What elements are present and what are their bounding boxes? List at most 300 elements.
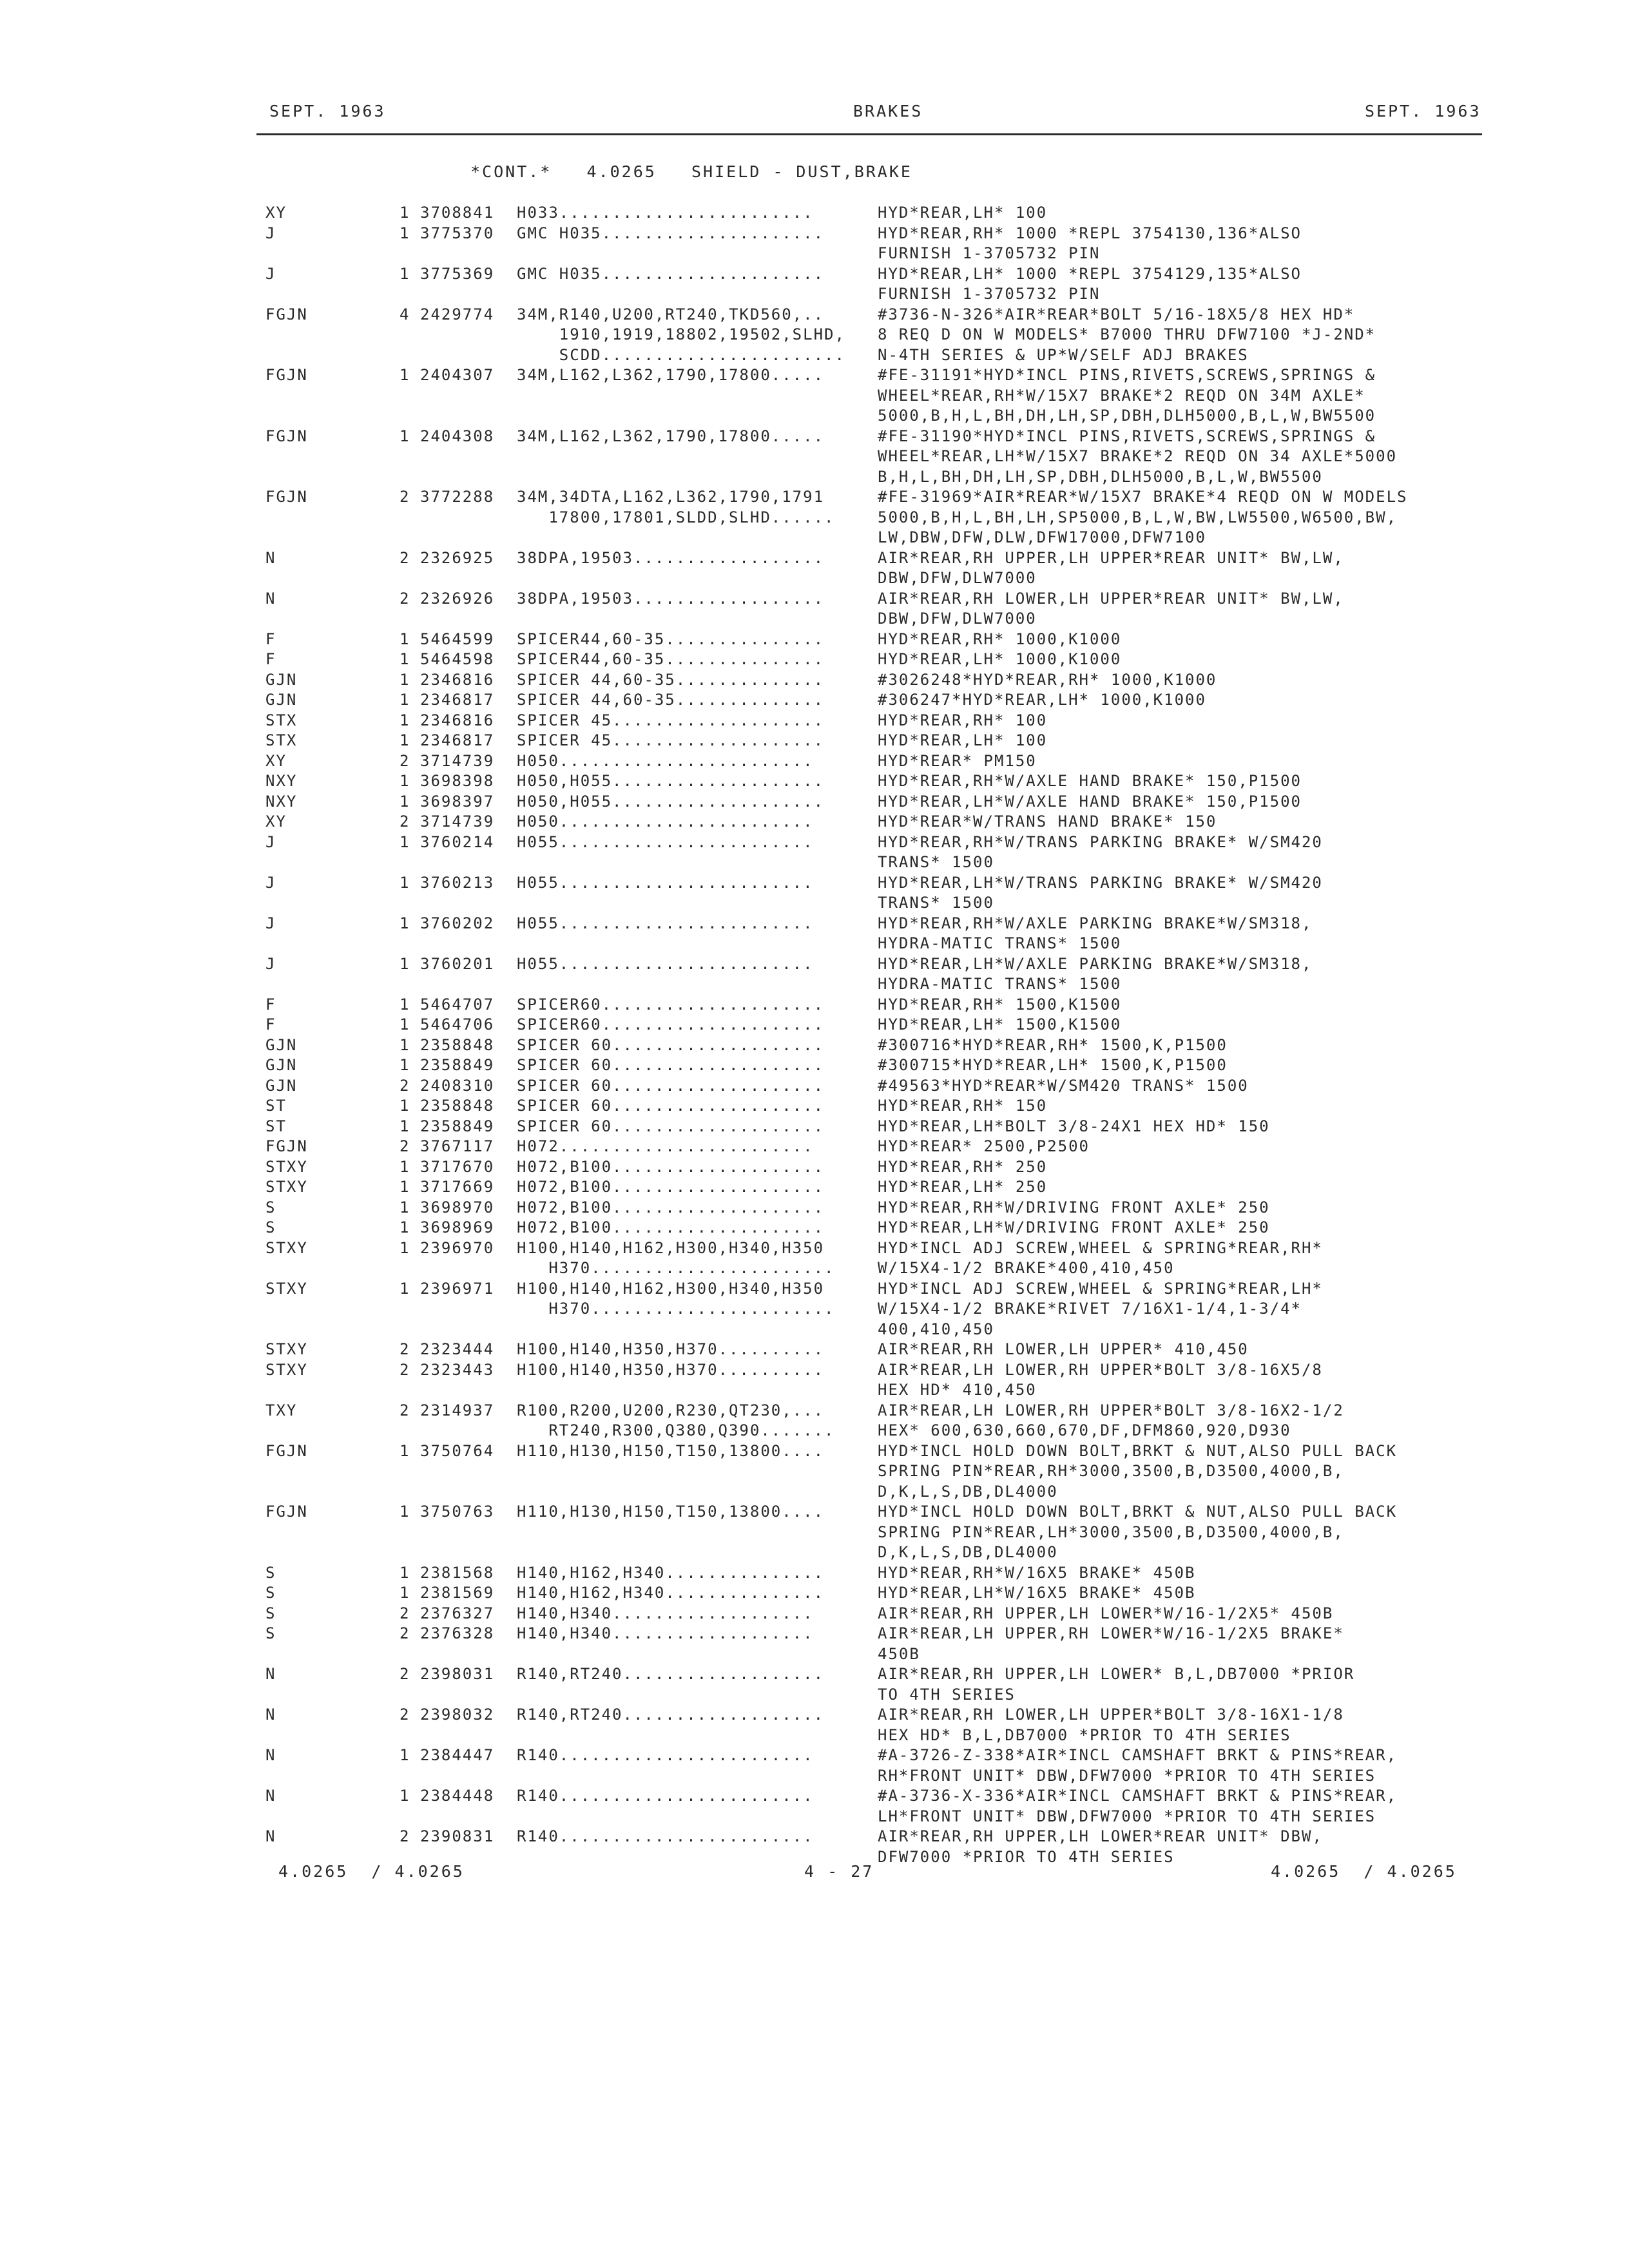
description: HYD*REAR* PM150 [878, 751, 1037, 770]
table-row [0, 711, 1629, 731]
row-line [0, 954, 1629, 975]
footer-right: 4.0265 / 4.0265 [1271, 1862, 1457, 1881]
table-row [0, 1218, 1629, 1238]
part-number: 5464598 [420, 650, 495, 668]
model-code: J [265, 914, 276, 932]
model-list: SCDD....................... [517, 345, 845, 364]
model-list: SPICER 45.................... [517, 711, 825, 729]
row-line [0, 1238, 1629, 1259]
description: DFW7000 *PRIOR TO 4TH SERIES [878, 1847, 1175, 1866]
quantity: 1 [400, 1787, 410, 1805]
row-line [0, 203, 1629, 224]
table-row [0, 1786, 1629, 1827]
model-list: SPICER 60.................... [517, 1056, 825, 1074]
quantity: 1 [400, 1238, 410, 1257]
model-list: RT240,R300,Q380,Q390....... [517, 1421, 835, 1439]
model-list: H072,B100.................... [517, 1157, 825, 1176]
model-list: H370....................... [517, 1300, 835, 1318]
part-number: 3708841 [420, 204, 495, 222]
model-code: FGJN [265, 427, 308, 445]
row-line [0, 1177, 1629, 1198]
description: AIR*REAR,RH UPPER,LH UPPER*REAR UNIT* BW,LW, [878, 548, 1344, 567]
description: HEX* 600,630,660,670,DF,DFM860,920,D930 [878, 1421, 1291, 1439]
row-line [0, 995, 1629, 1015]
quantity: 1 [400, 772, 410, 790]
description: AIR*REAR,RH LOWER,LH UPPER*REAR UNIT* BW,LW, [878, 589, 1344, 608]
description: AIR*REAR,RH UPPER,LH LOWER* B,L,DB7000 *PRIOR [878, 1665, 1355, 1683]
row-line [0, 427, 1629, 447]
table-row [0, 914, 1629, 954]
model-list: 38DPA,19503.................. [517, 548, 825, 567]
table-row [0, 264, 1629, 305]
model-code: GJN [265, 1035, 298, 1054]
model-code: STXY [265, 1279, 308, 1298]
description: HYD*REAR,LH*W/TRANS PARKING BRAKE* W/SM420 [878, 873, 1323, 892]
quantity: 2 [400, 1665, 410, 1683]
table-row [0, 1117, 1629, 1137]
row-line [0, 1340, 1629, 1360]
model-code: F [265, 1015, 276, 1033]
description: HYD*REAR,LH* 1500,K1500 [878, 1015, 1122, 1033]
model-list: H140,H162,H340............... [517, 1563, 825, 1582]
quantity: 2 [400, 1137, 410, 1155]
quantity: 4 [400, 305, 410, 323]
description: HYD*REAR,LH* 1000,K1000 [878, 650, 1122, 668]
part-number: 3698398 [420, 772, 495, 790]
row-line [0, 914, 1629, 934]
part-number: 2358848 [420, 1097, 495, 1115]
quantity: 1 [400, 670, 410, 689]
row-line [0, 508, 1629, 528]
part-number: 3760214 [420, 832, 495, 851]
table-row [0, 649, 1629, 670]
continuation-heading: *CONT.* 4.0265 SHIELD - DUST,BRAKE [470, 162, 912, 181]
model-code: TXY [265, 1401, 298, 1419]
quantity: 1 [400, 1218, 410, 1236]
description: HEX HD* B,L,DB7000 *PRIOR TO 4TH SERIES [878, 1725, 1291, 1744]
row-line [0, 548, 1629, 569]
model-code: XY [265, 812, 287, 831]
quantity: 1 [400, 691, 410, 709]
model-list: R140........................ [517, 1827, 814, 1845]
model-code: FGJN [265, 488, 308, 506]
part-number: 2346816 [420, 670, 495, 689]
quantity: 1 [400, 954, 410, 973]
model-list: 34M,L162,L362,1790,17800..... [517, 366, 825, 384]
row-line [0, 1807, 1629, 1827]
header-right: SEPT. 1963 [1365, 102, 1481, 120]
description: #FE-31191*HYD*INCL PINS,RIVETS,SCREWS,SPRINGS & [878, 366, 1376, 384]
part-number: 3698397 [420, 792, 495, 811]
description: HYD*INCL HOLD DOWN BOLT,BRKT & NUT,ALSO PULL BACK [878, 1441, 1398, 1460]
row-line [0, 974, 1629, 995]
model-list: H370....................... [517, 1259, 835, 1277]
description: SPRING PIN*REAR,LH*3000,3500,B,D3500,4000,B, [878, 1523, 1344, 1541]
row-line [0, 325, 1629, 345]
description: DBW,DFW,DLW7000 [878, 610, 1037, 628]
part-number: 5464599 [420, 629, 495, 648]
table-row [0, 203, 1629, 224]
part-number: 3717670 [420, 1157, 495, 1176]
part-number: 2358849 [420, 1056, 495, 1074]
description: HYD*REAR,LH* 100 [878, 731, 1048, 749]
table-row [0, 1279, 1629, 1340]
model-list: H100,H140,H162,H300,H340,H350 [517, 1279, 825, 1298]
table-row [0, 1745, 1629, 1786]
description: HYD*REAR,LH*W/AXLE PARKING BRAKE*W/SM318, [878, 954, 1313, 973]
row-line [0, 1461, 1629, 1482]
part-number: 2326925 [420, 548, 495, 567]
row-line [0, 1157, 1629, 1178]
model-code: GJN [265, 691, 298, 709]
quantity: 1 [400, 711, 410, 729]
quantity: 1 [400, 1178, 410, 1196]
table-row [0, 1441, 1629, 1503]
model-list: GMC H035..................... [517, 264, 825, 283]
table-row [0, 1137, 1629, 1157]
description: D,K,L,S,DB,DL4000 [878, 1482, 1058, 1501]
description: AIR*REAR,RH UPPER,LH LOWER*W/16-1/2X5* 450B [878, 1604, 1334, 1622]
row-line [0, 893, 1629, 914]
quantity: 2 [400, 548, 410, 567]
model-list: H055........................ [517, 873, 814, 892]
page-number: 4 - 27 [804, 1862, 874, 1881]
table-row [0, 305, 1629, 366]
quantity: 1 [400, 1157, 410, 1176]
model-code: J [265, 224, 276, 242]
description: HYD*REAR,RH*W/16X5 BRAKE* 450B [878, 1563, 1196, 1582]
part-number: 2404308 [420, 427, 495, 445]
model-list: SPICER 60.................... [517, 1097, 825, 1115]
model-list: 34M,L162,L362,1790,17800..... [517, 427, 825, 445]
row-line [0, 1421, 1629, 1441]
description: HYD*REAR,LH* 100 [878, 204, 1048, 222]
row-line [0, 1137, 1629, 1157]
part-number: 2396971 [420, 1279, 495, 1298]
row-line [0, 487, 1629, 508]
row-line [0, 284, 1629, 305]
model-list: SPICER44,60-35............... [517, 629, 825, 648]
description: RH*FRONT UNIT* DBW,DFW7000 *PRIOR TO 4TH SERIES [878, 1766, 1376, 1785]
part-number: 2326926 [420, 589, 495, 608]
model-code: N [265, 1706, 276, 1724]
model-code: FGJN [265, 366, 308, 384]
row-line [0, 1096, 1629, 1117]
quantity: 2 [400, 1360, 410, 1379]
model-list: H050,H055.................... [517, 772, 825, 790]
table-row [0, 224, 1629, 264]
description: TRANS* 1500 [878, 894, 994, 912]
description: W/15X4-1/2 BRAKE*RIVET 7/16X1-1/4,1-3/4* [878, 1300, 1302, 1318]
part-number: 3760202 [420, 914, 495, 932]
row-line [0, 1583, 1629, 1604]
model-code: N [265, 589, 276, 608]
model-list: H055........................ [517, 954, 814, 973]
model-list: R140,RT240................... [517, 1665, 825, 1683]
table-row [0, 812, 1629, 832]
quantity: 1 [400, 650, 410, 668]
table-row [0, 1035, 1629, 1056]
description: HYD*REAR,LH*BOLT 3/8-24X1 HEX HD* 150 [878, 1117, 1270, 1135]
model-list: SPICER44,60-35............... [517, 650, 825, 668]
row-line [0, 832, 1629, 853]
part-number: 2390831 [420, 1827, 495, 1845]
quantity: 2 [400, 488, 410, 506]
table-row [0, 365, 1629, 427]
model-list: 17800,17801,SLDD,SLHD...... [517, 508, 835, 526]
part-number: 2384448 [420, 1787, 495, 1805]
row-line [0, 1055, 1629, 1076]
row-line [0, 1745, 1629, 1766]
table-row [0, 1360, 1629, 1401]
model-list: R140........................ [517, 1746, 814, 1764]
quantity: 1 [400, 792, 410, 811]
table-row [0, 548, 1629, 589]
part-number: 2346817 [420, 731, 495, 749]
row-line [0, 1279, 1629, 1300]
model-list: SPICER60..................... [517, 1015, 825, 1033]
row-line [0, 670, 1629, 691]
row-line [0, 406, 1629, 427]
model-list: H055........................ [517, 914, 814, 932]
row-line [0, 1664, 1629, 1685]
table-row [0, 1340, 1629, 1360]
part-number: 3775369 [420, 264, 495, 283]
model-code: J [265, 832, 276, 851]
model-list: H100,H140,H350,H370.......... [517, 1360, 825, 1379]
model-code: FGJN [265, 1137, 308, 1155]
row-line [0, 649, 1629, 670]
model-code: N [265, 548, 276, 567]
part-number: 2358849 [420, 1117, 495, 1135]
row-line [0, 1258, 1629, 1279]
quantity: 2 [400, 1340, 410, 1358]
description: AIR*REAR,LH UPPER,RH LOWER*W/16-1/2X5 BRAKE* [878, 1624, 1344, 1642]
quantity: 1 [400, 264, 410, 283]
model-list: H100,H140,H350,H370.......... [517, 1340, 825, 1358]
model-code: N [265, 1827, 276, 1845]
model-code: STX [265, 731, 298, 749]
model-code: GJN [265, 1056, 298, 1074]
table-row [0, 1604, 1629, 1624]
description: AIR*REAR,LH LOWER,RH UPPER*BOLT 3/8-16X2-1/2 [878, 1401, 1344, 1419]
part-number: 3750764 [420, 1441, 495, 1460]
description: #3736-N-326*AIR*REAR*BOLT 5/16-18X5/8 HEX HD* [878, 305, 1355, 323]
description: HYD*REAR,RH* 150 [878, 1097, 1048, 1115]
description: AIR*REAR,RH LOWER,LH UPPER* 410,450 [878, 1340, 1249, 1358]
row-line [0, 1705, 1629, 1725]
description: D,K,L,S,DB,DL4000 [878, 1543, 1058, 1561]
description: FURNISH 1-3705732 PIN [878, 244, 1101, 262]
model-code: N [265, 1787, 276, 1805]
row-line [0, 1117, 1629, 1137]
description: 8 REQ D ON W MODELS* B7000 THRU DFW7100 *J-2ND* [878, 325, 1376, 343]
row-line [0, 1380, 1629, 1401]
description: #300716*HYD*REAR,RH* 1500,K,P1500 [878, 1035, 1228, 1054]
model-code: J [265, 873, 276, 892]
description: AIR*REAR,LH LOWER,RH UPPER*BOLT 3/8-16X5/8 [878, 1360, 1323, 1379]
description: 400,410,450 [878, 1320, 994, 1338]
table-row [0, 1502, 1629, 1563]
row-line [0, 1441, 1629, 1462]
model-list: R140........................ [517, 1787, 814, 1805]
quantity: 1 [400, 1746, 410, 1764]
description: DBW,DFW,DLW7000 [878, 569, 1037, 587]
row-line [0, 224, 1629, 244]
row-line [0, 1786, 1629, 1807]
description: W/15X4-1/2 BRAKE*400,410,450 [878, 1259, 1175, 1277]
part-number: 2408310 [420, 1076, 495, 1095]
table-row [0, 629, 1629, 650]
table-row [0, 1015, 1629, 1035]
row-line [0, 467, 1629, 488]
description: #3026248*HYD*REAR,RH* 1000,K1000 [878, 670, 1217, 689]
description: HYD*REAR,RH* 1000 *REPL 3754130,136*ALSO [878, 224, 1302, 242]
description: LW,DBW,DFW,DLW,DFW17000,DFW7100 [878, 528, 1206, 546]
table-row [0, 995, 1629, 1015]
part-number: 2381568 [420, 1563, 495, 1582]
model-list: H050........................ [517, 751, 814, 770]
row-line [0, 792, 1629, 812]
model-code: J [265, 264, 276, 283]
part-number: 3698970 [420, 1198, 495, 1216]
description: HYD*REAR,RH*W/AXLE HAND BRAKE* 150,P1500 [878, 772, 1302, 790]
table-row [0, 1157, 1629, 1178]
quantity: 1 [400, 427, 410, 445]
row-line [0, 447, 1629, 467]
quantity: 1 [400, 873, 410, 892]
model-code: STXY [265, 1340, 308, 1358]
quantity: 1 [400, 1056, 410, 1074]
part-number: 2358848 [420, 1035, 495, 1054]
description: B,H,L,BH,DH,LH,SP,DBH,DLH5000,B,L,W,BW5500 [878, 467, 1323, 486]
part-number: 2398032 [420, 1706, 495, 1724]
row-line [0, 1563, 1629, 1584]
table-row [0, 1198, 1629, 1218]
table-row [0, 1401, 1629, 1441]
row-line [0, 711, 1629, 731]
model-code: F [265, 995, 276, 1014]
table-row [0, 427, 1629, 488]
row-line [0, 1725, 1629, 1746]
model-list: GMC H035..................... [517, 224, 825, 242]
description: HYD*REAR,RH* 250 [878, 1157, 1048, 1176]
model-list: H140,H340................... [517, 1604, 814, 1622]
model-code: S [265, 1604, 276, 1622]
row-line [0, 528, 1629, 548]
description: SPRING PIN*REAR,RH*3000,3500,B,D3500,4000,B, [878, 1462, 1344, 1480]
table-row [0, 1583, 1629, 1604]
part-number: 3767117 [420, 1137, 495, 1155]
table-row [0, 589, 1629, 629]
description: #49563*HYD*REAR*W/SM420 TRANS* 1500 [878, 1076, 1249, 1095]
description: HYD*REAR,RH* 1500,K1500 [878, 995, 1122, 1014]
description: HYD*INCL HOLD DOWN BOLT,BRKT & NUT,ALSO PULL BACK [878, 1503, 1398, 1521]
part-number: 2346817 [420, 691, 495, 709]
part-number: 2384447 [420, 1746, 495, 1764]
quantity: 1 [400, 1035, 410, 1054]
row-line [0, 244, 1629, 264]
description: HYD*REAR,LH*W/16X5 BRAKE* 450B [878, 1584, 1196, 1602]
description: AIR*REAR,RH UPPER,LH LOWER*REAR UNIT* DBW, [878, 1827, 1323, 1845]
model-code: STXY [265, 1360, 308, 1379]
row-line [0, 305, 1629, 325]
model-list: H050........................ [517, 812, 814, 831]
description: HYD*REAR,RH*W/DRIVING FRONT AXLE* 250 [878, 1198, 1270, 1216]
description: TRANS* 1500 [878, 853, 994, 871]
model-code: ST [265, 1097, 287, 1115]
model-code: N [265, 1665, 276, 1683]
model-list: H110,H130,H150,T150,13800.... [517, 1441, 825, 1460]
model-code: STXY [265, 1157, 308, 1176]
table-row [0, 1238, 1629, 1279]
model-list: H033........................ [517, 204, 814, 222]
row-line [0, 873, 1629, 894]
row-line [0, 1015, 1629, 1035]
model-list: 34M,R140,U200,RT240,TKD560,.. [517, 305, 825, 323]
table-row [0, 487, 1629, 548]
part-number: 2323443 [420, 1360, 495, 1379]
quantity: 1 [400, 204, 410, 222]
quantity: 1 [400, 995, 410, 1014]
part-number: 2396970 [420, 1238, 495, 1257]
table-row [0, 832, 1629, 873]
model-code: S [265, 1198, 276, 1216]
description: HYD*REAR,LH* 250 [878, 1178, 1048, 1196]
row-line [0, 1035, 1629, 1056]
part-number: 2376327 [420, 1604, 495, 1622]
model-list: SPICER 60.................... [517, 1076, 825, 1095]
row-line [0, 690, 1629, 711]
model-code: NXY [265, 772, 298, 790]
description: FURNISH 1-3705732 PIN [878, 285, 1101, 303]
table-row [0, 954, 1629, 995]
quantity: 1 [400, 1563, 410, 1582]
part-number: 3775370 [420, 224, 495, 242]
table-row [0, 1624, 1629, 1664]
model-code: STXY [265, 1238, 308, 1257]
quantity: 1 [400, 1279, 410, 1298]
model-list: SPICER 44,60-35.............. [517, 691, 825, 709]
table-row [0, 1055, 1629, 1076]
table-row [0, 771, 1629, 792]
quantity: 2 [400, 812, 410, 831]
row-line [0, 1299, 1629, 1320]
row-line [0, 1218, 1629, 1238]
row-line [0, 934, 1629, 954]
model-code: FGJN [265, 1441, 308, 1460]
description: HYD*REAR,RH* 1000,K1000 [878, 629, 1122, 648]
quantity: 1 [400, 1584, 410, 1602]
table-row [0, 1177, 1629, 1198]
model-code: XY [265, 204, 287, 222]
table-row [0, 751, 1629, 772]
quantity: 1 [400, 366, 410, 384]
description: #FE-31190*HYD*INCL PINS,RIVETS,SCREWS,SPRINGS & [878, 427, 1376, 445]
description: HYD*INCL ADJ SCREW,WHEEL & SPRING*REAR,LH* [878, 1279, 1323, 1298]
table-row [0, 1705, 1629, 1745]
quantity: 1 [400, 914, 410, 932]
quantity: 1 [400, 832, 410, 851]
model-code: STX [265, 711, 298, 729]
model-list: SPICER 60.................... [517, 1117, 825, 1135]
row-line [0, 812, 1629, 832]
model-list: H140,H162,H340............... [517, 1584, 825, 1602]
table-row [0, 690, 1629, 711]
quantity: 1 [400, 1198, 410, 1216]
model-code: S [265, 1218, 276, 1236]
quantity: 1 [400, 1441, 410, 1460]
